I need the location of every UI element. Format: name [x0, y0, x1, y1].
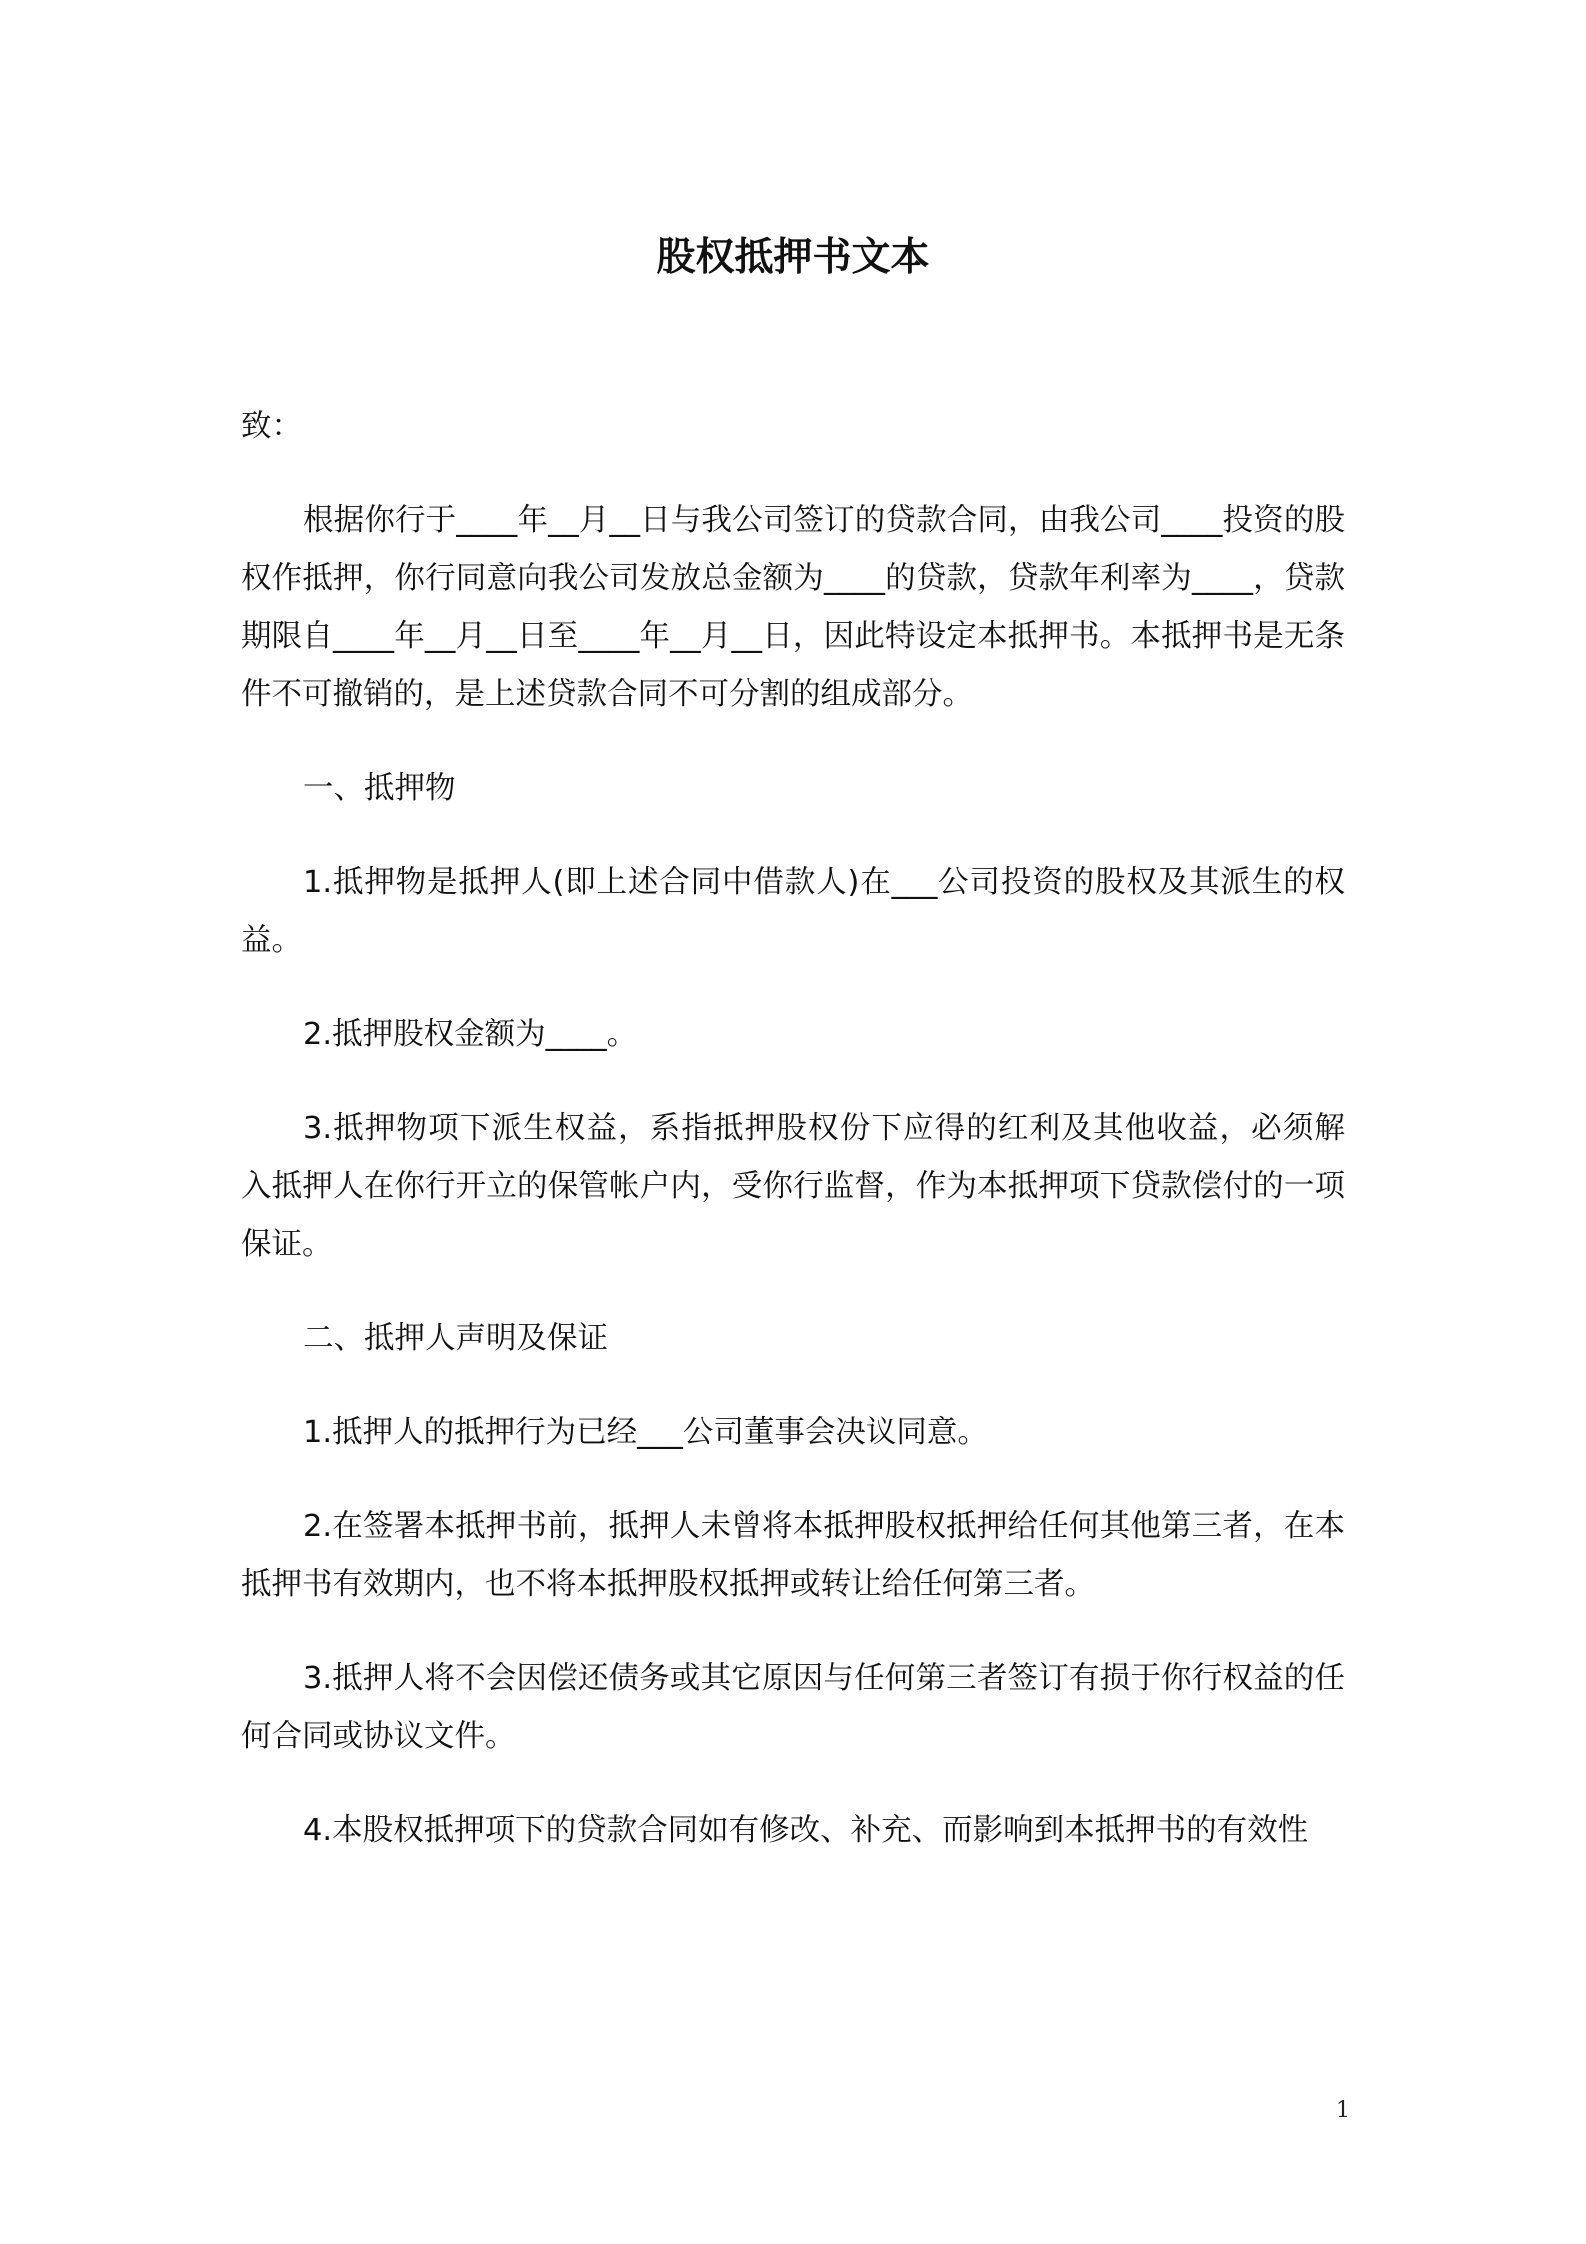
clause-collateral-2: 2.抵押股权金额为____。	[303, 1017, 638, 1052]
clause-declaration-4: 4.本股权抵押项下的贷款合同如有修改、补充、而影响到本抵押书的有效性	[303, 1813, 1309, 1848]
salutation: 致：	[241, 409, 302, 444]
clause-collateral-3: 3.抵押物项下派生权益，系指抵押股权份下应得的红利及其他收益，必须解 入抵押人在你行开立的保管帐户内，受你行监督，作为本抵押项下贷款偿付的一项保证。	[241, 1111, 1345, 1262]
clause-declaration-2: 2.在签署本抵押书前，抵押人未曾将本抵押股权抵押给任何其他第三者，在本抵押书有效期内，也不将本抵押股权抵押或转让给任何第三者。	[241, 1509, 1345, 1602]
document-title: 股权抵押书文本	[656, 235, 930, 280]
page-number: 1	[1336, 2098, 1350, 2123]
document-body	[241, 398, 1345, 1860]
section-heading-declarations: 二、抵押人声明及保证	[303, 1321, 608, 1356]
section-heading-collateral: 一、抵押物	[303, 771, 456, 806]
clause-declaration-3: 3.抵押人将不会因偿还债务或其它原因与任何第三者签订有损于你行权益的任何合同或协议文件。	[241, 1661, 1345, 1754]
clause-declaration-1: 1.抵押人的抵押行为已经___公司董事会决议同意。	[303, 1415, 988, 1450]
clause-collateral-1: 1.抵押物是抵押人(即上述合同中借款人)在___公司投资的股权及其派生的权益。	[241, 865, 1345, 958]
intro-paragraph: 根据你行于____年__月__日与我公司签订的贷款合同，由我公司____投资的股权作抵押，你行同意向我公司发放总金额为____的贷款，贷款年利率为____，贷款期限自____年__月__日至____年__月__日，因此特设定本抵押书。本抵押书是无条件不可撤销的，是上述贷款合同不可分割的组成部分。	[241, 503, 1345, 712]
